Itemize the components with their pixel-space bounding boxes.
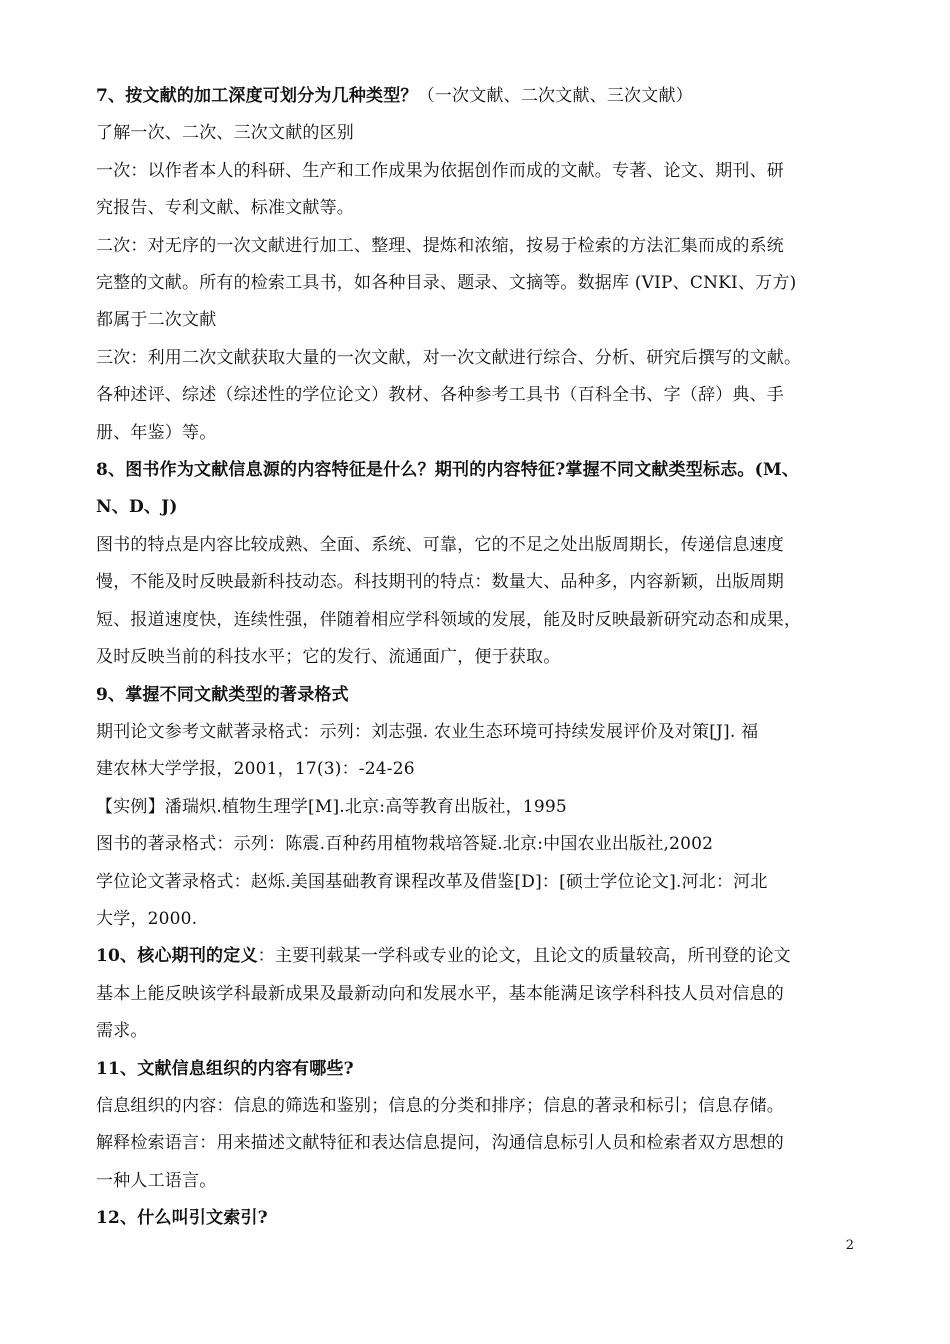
body-text: 图书的特点是内容比较成熟、全面、系统、可靠，它的不足之处出版周期长，传递信息速度 [96, 534, 784, 555]
body-text: 一种人工语言。 [96, 1170, 217, 1191]
text-line [96, 377, 862, 414]
body-text: 解释检索语言：用来描述文献特征和表达信息提问，沟通信息标引人员和检索者双方思想的 [96, 1133, 784, 1154]
text-line [96, 1125, 862, 1162]
body-text: 信息组织的内容：信息的筛选和鉴别；信息的分类和排序；信息的著录和标引；信息存储。 [96, 1095, 784, 1116]
page-number: 2 [845, 1238, 854, 1253]
section-heading-line [96, 938, 862, 975]
text-line [96, 190, 862, 227]
body-text: 及时反映当前的科技水平；它的发行、流通面广，便于获取。 [96, 647, 561, 668]
section-heading-line [96, 1051, 862, 1088]
bold-text: N、D、J) [96, 497, 178, 518]
section-q8 [96, 452, 862, 676]
body-text: 大学，2000. [96, 908, 198, 929]
section-heading-line [96, 78, 862, 115]
body-text: 需求。 [96, 1021, 148, 1042]
section-heading-line [96, 452, 862, 489]
body-text: 【实例】潘瑞炽.植物生理学[M].北京:高等教育出版社，1995 [96, 796, 567, 817]
text-line [96, 489, 862, 526]
body-text: 图书的著录格式：示列：陈震.百种药用植物栽培答疑.北京:中国农业出版社,2002 [96, 834, 714, 855]
bold-text: 8、图书作为文献信息源的内容特征是什么？期刊的内容特征?掌握不同文献类型标志。(M、 [96, 460, 800, 481]
body-text: 究报告、专利文献、标准文献等。 [96, 198, 354, 219]
text-line [96, 639, 862, 676]
text-line [96, 901, 862, 938]
text-line [96, 153, 862, 190]
text-line [96, 1163, 862, 1200]
text-line [96, 340, 862, 377]
body-text: 各种述评、综述（综述性的学位论文）教材、各种参考工具书（百科全书、字（辞）典、手 [96, 385, 784, 406]
body-text: 建农林大学学报，2001，17(3)：-24-26 [96, 759, 415, 780]
body-text: 短、报道速度快，连续性强，伴随着相应学科领域的发展，能及时反映最新研究动态和成果， [96, 609, 802, 630]
section-q12 [96, 1200, 862, 1237]
text-line [96, 714, 862, 751]
text-line [96, 1088, 862, 1125]
text-line [96, 265, 862, 302]
text-line [96, 826, 862, 863]
section-heading-line [96, 677, 862, 714]
text-line [96, 751, 862, 788]
text-line [96, 976, 862, 1013]
section-q11 [96, 1051, 862, 1201]
section-q9 [96, 677, 862, 939]
section-q7 [96, 78, 862, 452]
bold-text: 11、文献信息组织的内容有哪些? [96, 1058, 354, 1079]
text-line [96, 415, 862, 452]
bold-text: 12、什么叫引文索引? [96, 1208, 268, 1229]
body-text: 慢，不能及时反映最新科技动态。科技期刊的特点：数量大、品种多，内容新颖，出版周期 [96, 572, 784, 593]
document-body [96, 78, 862, 1238]
body-text: 二次：对无序的一次文献进行加工、整理、提炼和浓缩，按易于检索的方法汇集而成的系统 [96, 235, 784, 256]
body-text: 期刊论文参考文献著录格式：示列：刘志强. 农业生态环境可持续发展评价及对策[J]. 福 [96, 721, 759, 742]
text-line [96, 228, 862, 265]
text-line [96, 864, 862, 901]
body-text: 基本上能反映该学科最新成果及最新动向和发展水平，基本能满足该学科科技人员对信息的 [96, 983, 784, 1004]
text-line [96, 564, 862, 601]
bold-text: 10、核心期刊的定义 [96, 946, 258, 967]
body-text: 册、年鉴）等。 [96, 422, 217, 443]
section-q10 [96, 938, 862, 1050]
bold-text: 9、掌握不同文献类型的著录格式 [96, 684, 349, 705]
body-text: 完整的文献。所有的检索工具书，如各种目录、题录、文摘等。数据库 (VIP、CNKI、万方) [96, 273, 797, 294]
body-text: 了解一次、二次、三次文献的区别 [96, 123, 354, 144]
text-line [96, 1013, 862, 1050]
body-text: 学位论文著录格式：赵烁.美国基础教育课程改革及借鉴[D]：[硕士学位论文].河北：河北 [96, 871, 768, 892]
section-heading-line [96, 1200, 862, 1237]
text-line [96, 789, 862, 826]
body-text: 都属于二次文献 [96, 310, 217, 331]
body-text: 三次：利用二次文献获取大量的一次文献，对一次文献进行综合、分析、研究后撰写的文献。 [96, 347, 802, 368]
text-line [96, 115, 862, 152]
text-line [96, 527, 862, 564]
bold-text: 7、按文献的加工深度可划分为几种类型？ [96, 86, 418, 106]
body-text: 一次：以作者本人的科研、生产和工作成果为依据创作而成的文献。专著、论文、期刊、研 [96, 160, 784, 181]
body-text: （一次文献、二次文献、三次文献） [417, 86, 693, 106]
text-line [96, 602, 862, 639]
text-line [96, 302, 862, 339]
body-text: ：主要刊载某一学科或专业的论文，且论文的质量较高，所刊登的论文 [257, 946, 791, 967]
